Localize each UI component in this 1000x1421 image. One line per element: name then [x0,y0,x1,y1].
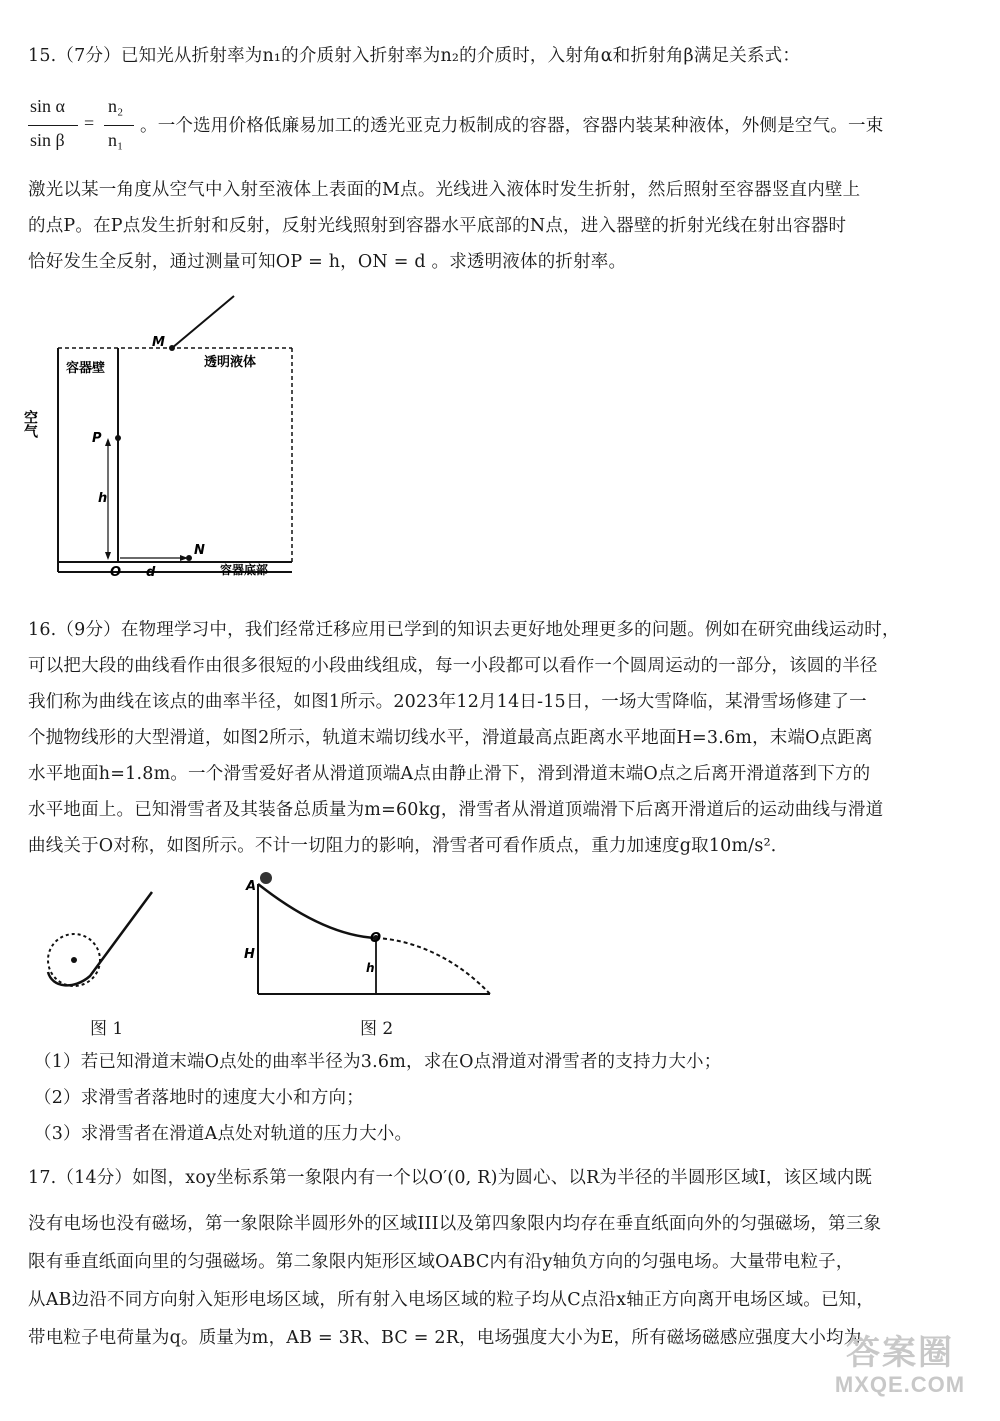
q16-line-6: 水平地面上。已知滑雪者及其装备总质量为m=60kg，滑雪者从滑道顶端滑下后离开滑道后的运动曲线与滑道 [28,800,884,820]
label-O: O [370,931,382,946]
q17-line-4: 从AB边沿不同方向射入矩形电场区域，所有射入电场区域的粒子均从C点沿x轴正方向离开电场区域。已知， [28,1290,875,1310]
watermark-logo-text: 答案圈 [846,1334,954,1372]
fraction-bar [28,125,78,126]
watermark-url: MXQE.COM [834,1372,966,1397]
label-H: H [244,947,255,962]
q15-line-3: 激光以某一角度从空气中入射至液体上表面的M点。光线进入液体时发生折射，然后照射至容器竖直内壁上 [28,180,861,200]
label-A: A [246,879,257,894]
q16-line-5: 水平地面h=1.8m。一个滑雪爱好者从滑道顶端A点由静止滑下，滑到滑道末端O点之后离开滑道落到下方的 [28,764,871,784]
q17-line-2: 没有电场也没有磁场，第一象限除半圆形外的区域III以及第四象限内均存在垂直纸面向外的匀强磁场，第三象 [28,1214,882,1234]
formula-sin-beta: sin β [30,130,65,150]
label-container-wall: 容器壁 [66,361,106,376]
fraction-bar [104,125,134,126]
q15-line-1: 15.（7分）已知光从折射率为n₁的介质射入折射率为n₂的介质时，入射角α和折射角β满足关系式： [28,46,801,66]
curvature-figure [34,872,174,1002]
q16-sub-1: （1）若已知滑道末端O点处的曲率半径为3.6m，求在O点滑道对滑雪者的支持力大小； [34,1052,722,1072]
figure-1-caption: 图 1 [90,1019,124,1039]
label-h: h [366,961,375,975]
label-N: N [194,543,205,558]
q16-sub-3: （3）求滑雪者在滑道A点处对轨道的压力大小。 [34,1124,413,1144]
label-h: h [98,491,108,506]
q16-line-7: 曲线关于O对称，如图所示。不计一切阻力的影响，滑雪者可看作质点，重力加速度g取10m/s²． [28,836,789,856]
q16-line-4: 个抛物线形的大型滑道，如图2所示，轨道末端切线水平，滑道最高点距离水平地面H=3.6m，末端O点距离 [28,728,873,748]
q15-line-5: 恰好发生全反射，通过测量可知OP = h，ON = d 。求透明液体的折射率。 [28,252,627,272]
label-M: M [152,335,165,350]
q15-line-4: 的点P。在P点发生折射和反射，反射光线照射到容器水平底部的N点，进入器壁的折射光线在射出容器时 [28,216,847,236]
label-container-bottom: 容器底部 [220,563,269,577]
formula-sin-alpha: sin α [30,96,65,116]
label-O: O [110,565,122,580]
site-watermark [820,1333,980,1403]
snell-law-formula [28,96,138,160]
container-figure [24,292,304,592]
label-air: 空气 [22,410,38,438]
figure-2-caption: 图 2 [360,1019,394,1039]
label-transparent-liquid: 透明液体 [204,355,257,370]
q16-line-1: 16.（9分）在物理学习中，我们经常迁移应用已学到的知识去更好地处理更多的问题。例如在研究曲线运动时， [28,620,900,640]
label-d: d [146,565,156,580]
q17-line-1: 17.（14分）如图，xoy坐标系第一象限内有一个以O′(0, R)为圆心、以R为半径的半圆形区域I，该区域内既 [28,1168,873,1188]
formula-n1: n₁ [108,130,124,150]
q17-line-3: 限有垂直纸面向里的匀强磁场。第二象限内矩形区域OABC内有沿y轴负方向的匀强电场。大量带电粒子， [28,1252,854,1272]
label-P: P [92,431,102,446]
formula-equals: = [84,113,95,133]
q16-sub-2: （2）求滑雪者落地时的速度大小和方向； [34,1088,364,1108]
q16-line-2: 可以把大段的曲线看作由很多很短的小段曲线组成，每一小段都可以看作一个圆周运动的一部分，该圆的半径 [28,656,878,676]
formula-n2: n₂ [108,96,124,116]
q16-line-3: 我们称为曲线在该点的曲率半径，如图1所示。2023年12月14日-15日，一场大雪降临，某滑雪场修建了一 [28,692,867,712]
ski-slope-figure [236,864,504,1004]
q15-line-2: 。一个选用价格低廉易加工的透光亚克力板制成的容器，容器内装某种液体，外侧是空气。一束 [140,116,884,136]
q17-line-5: 带电粒子电荷量为q。质量为m，AB = 3R、BC = 2R，电场强度大小为E，所有磁场磁感应强度大小均为 [28,1328,862,1348]
